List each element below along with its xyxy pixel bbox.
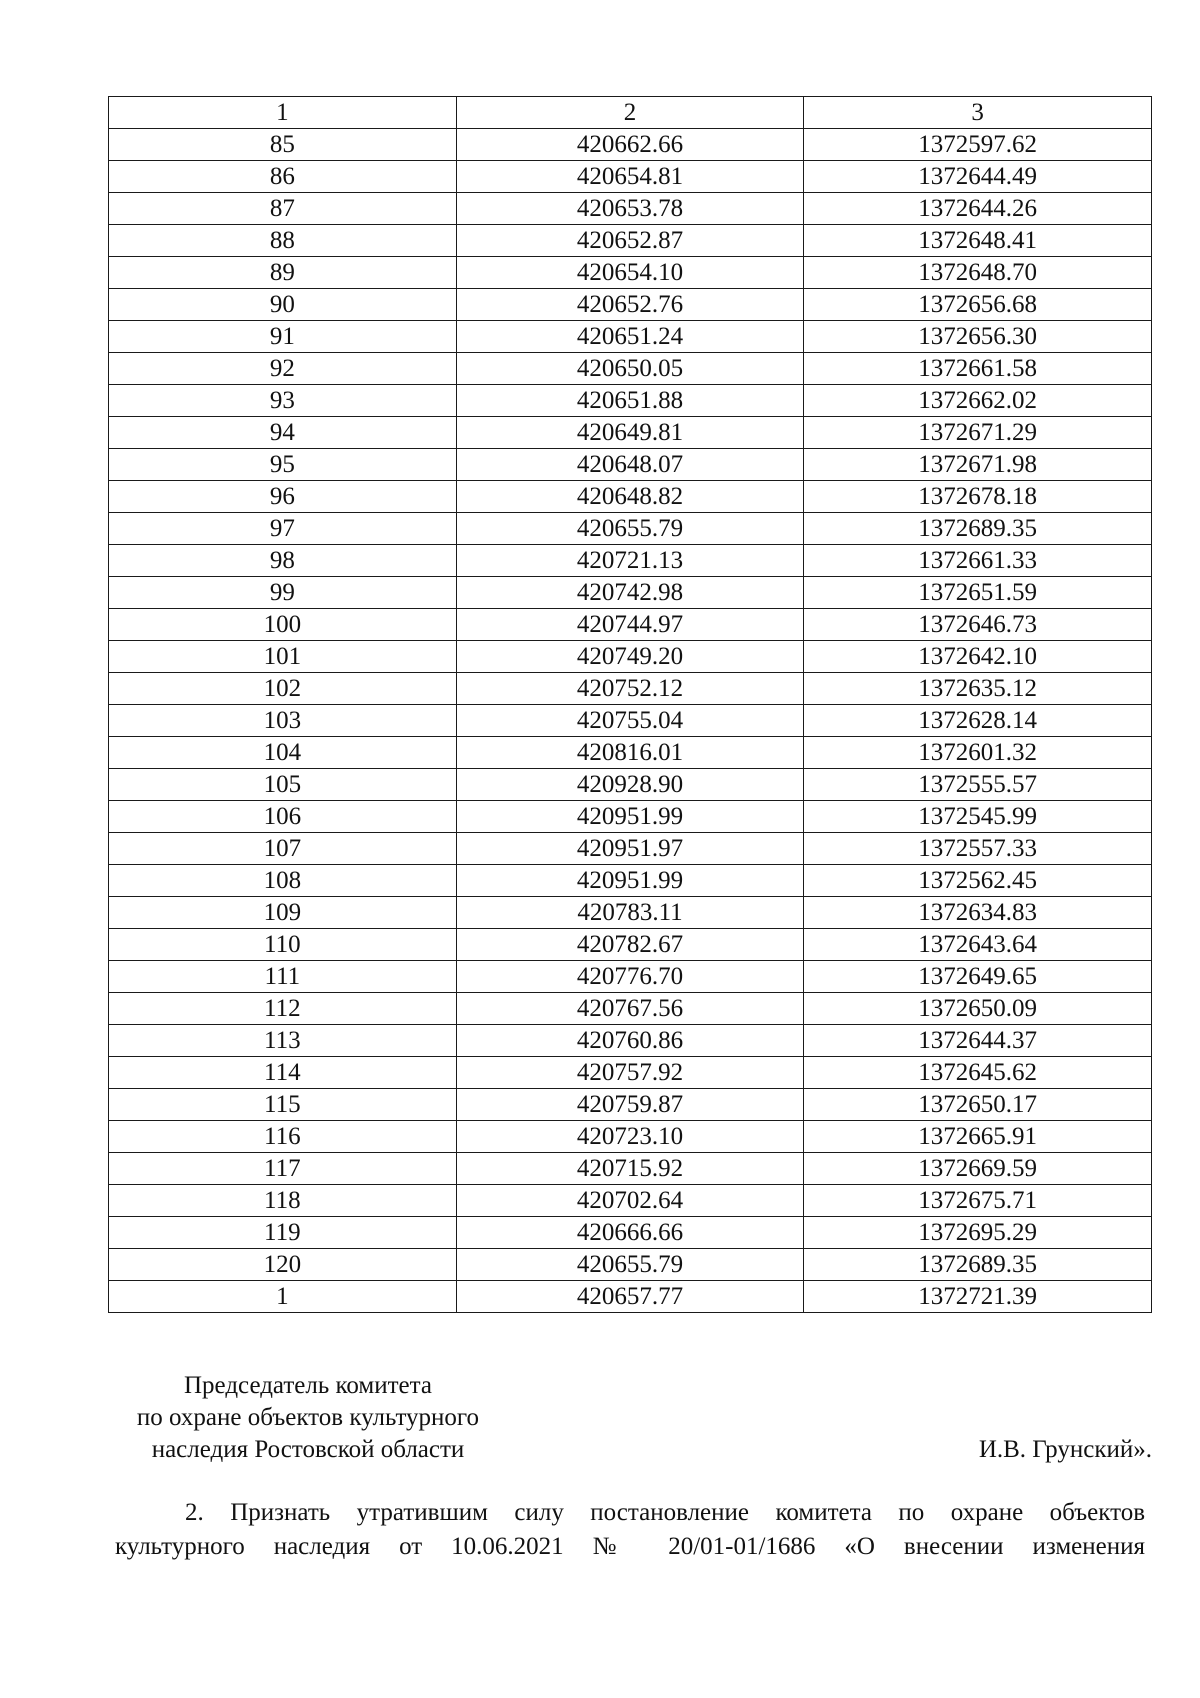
signature-position: [108, 1370, 508, 1466]
cell-x: 420654.10: [456, 257, 804, 289]
cell-x: 420759.87: [456, 1089, 804, 1121]
cell-y: 1372671.29: [804, 417, 1152, 449]
cell-x: 420715.92: [456, 1153, 804, 1185]
cell-x: 420928.90: [456, 769, 804, 801]
table-row: [109, 289, 1152, 321]
cell-y: 1372601.32: [804, 737, 1152, 769]
cell-x: 420782.67: [456, 929, 804, 961]
table-row: [109, 481, 1152, 513]
cell-x: 420702.64: [456, 1185, 804, 1217]
cell-x: 420951.99: [456, 801, 804, 833]
cell-point-number: 1: [109, 1281, 457, 1313]
table-row: [109, 129, 1152, 161]
cell-point-number: 100: [109, 609, 457, 641]
table-row: [109, 1249, 1152, 1281]
cell-point-number: 104: [109, 737, 457, 769]
cell-y: 1372665.91: [804, 1121, 1152, 1153]
cell-x: 420649.81: [456, 417, 804, 449]
header-cell-y: 3: [804, 97, 1152, 129]
table-row: [109, 513, 1152, 545]
table-body: [109, 97, 1152, 1313]
cell-x: 420749.20: [456, 641, 804, 673]
table-row: [109, 737, 1152, 769]
cell-point-number: 91: [109, 321, 457, 353]
cell-y: 1372635.12: [804, 673, 1152, 705]
cell-x: 420723.10: [456, 1121, 804, 1153]
table-row: [109, 385, 1152, 417]
cell-x: 420653.78: [456, 193, 804, 225]
table-row: [109, 833, 1152, 865]
signer-name: И.В. Грунский».: [978, 1436, 1152, 1463]
cell-y: 1372648.41: [804, 225, 1152, 257]
cell-point-number: 96: [109, 481, 457, 513]
position-line: Председатель комитета: [184, 1372, 432, 1399]
cell-y: 1372695.29: [804, 1217, 1152, 1249]
cell-point-number: 88: [109, 225, 457, 257]
cell-point-number: 120: [109, 1249, 457, 1281]
position-line: наследия Ростовской области: [151, 1436, 465, 1463]
table-row: [109, 641, 1152, 673]
cell-point-number: 107: [109, 833, 457, 865]
table-row: [109, 417, 1152, 449]
cell-x: 420657.77: [456, 1281, 804, 1313]
cell-y: 1372671.98: [804, 449, 1152, 481]
cell-y: 1372644.37: [804, 1025, 1152, 1057]
cell-point-number: 97: [109, 513, 457, 545]
cell-y: 1372557.33: [804, 833, 1152, 865]
cell-x: 420951.97: [456, 833, 804, 865]
table-row: [109, 609, 1152, 641]
cell-x: 420816.01: [456, 737, 804, 769]
cell-y: 1372650.09: [804, 993, 1152, 1025]
table-row: [109, 1153, 1152, 1185]
cell-point-number: 112: [109, 993, 457, 1025]
table-row: [109, 769, 1152, 801]
table-header-row: [109, 97, 1152, 129]
cell-y: 1372644.49: [804, 161, 1152, 193]
cell-x: 420662.66: [456, 129, 804, 161]
cell-point-number: 103: [109, 705, 457, 737]
table-row: [109, 1089, 1152, 1121]
table-row: [109, 321, 1152, 353]
cell-y: 1372689.35: [804, 513, 1152, 545]
cell-point-number: 105: [109, 769, 457, 801]
table-row: [109, 897, 1152, 929]
cell-x: 420744.97: [456, 609, 804, 641]
cell-point-number: 101: [109, 641, 457, 673]
table-row: [109, 225, 1152, 257]
cell-y: 1372555.57: [804, 769, 1152, 801]
cell-point-number: 114: [109, 1057, 457, 1089]
cell-point-number: 85: [109, 129, 457, 161]
cell-x: 420755.04: [456, 705, 804, 737]
cell-x: 420757.92: [456, 1057, 804, 1089]
cell-y: 1372597.62: [804, 129, 1152, 161]
cell-x: 420767.56: [456, 993, 804, 1025]
cell-point-number: 99: [109, 577, 457, 609]
cell-point-number: 116: [109, 1121, 457, 1153]
table-row: [109, 801, 1152, 833]
table-row: [109, 993, 1152, 1025]
table-row: [109, 1281, 1152, 1313]
cell-y: 1372634.83: [804, 897, 1152, 929]
cell-x: 420654.81: [456, 161, 804, 193]
position-line: по охране объектов культурного: [136, 1404, 480, 1431]
cell-point-number: 92: [109, 353, 457, 385]
cell-x: 420760.86: [456, 1025, 804, 1057]
cell-y: 1372656.68: [804, 289, 1152, 321]
cell-y: 1372645.62: [804, 1057, 1152, 1089]
cell-x: 420650.05: [456, 353, 804, 385]
cell-point-number: 111: [109, 961, 457, 993]
table-row: [109, 577, 1152, 609]
cell-point-number: 118: [109, 1185, 457, 1217]
cell-y: 1372678.18: [804, 481, 1152, 513]
cell-y: 1372721.39: [804, 1281, 1152, 1313]
cell-y: 1372642.10: [804, 641, 1152, 673]
table-row: [109, 961, 1152, 993]
table-row: [109, 1057, 1152, 1089]
cell-point-number: 102: [109, 673, 457, 705]
coordinates-table: [108, 96, 1152, 1313]
cell-point-number: 109: [109, 897, 457, 929]
cell-x: 420652.76: [456, 289, 804, 321]
cell-y: 1372643.64: [804, 929, 1152, 961]
body-paragraph: [115, 1496, 1145, 1564]
cell-y: 1372689.35: [804, 1249, 1152, 1281]
cell-y: 1372669.59: [804, 1153, 1152, 1185]
table-row: [109, 1025, 1152, 1057]
table-row: [109, 865, 1152, 897]
table-row: [109, 1121, 1152, 1153]
cell-x: 420951.99: [456, 865, 804, 897]
cell-point-number: 115: [109, 1089, 457, 1121]
cell-y: 1372650.17: [804, 1089, 1152, 1121]
cell-x: 420651.24: [456, 321, 804, 353]
table-row: [109, 545, 1152, 577]
cell-x: 420655.79: [456, 513, 804, 545]
cell-y: 1372628.14: [804, 705, 1152, 737]
cell-y: 1372646.73: [804, 609, 1152, 641]
table-row: [109, 1217, 1152, 1249]
cell-x: 420655.79: [456, 1249, 804, 1281]
cell-y: 1372649.65: [804, 961, 1152, 993]
cell-x: 420648.82: [456, 481, 804, 513]
cell-x: 420752.12: [456, 673, 804, 705]
cell-point-number: 106: [109, 801, 457, 833]
cell-x: 420721.13: [456, 545, 804, 577]
table-row: [109, 929, 1152, 961]
table-row: [109, 449, 1152, 481]
table-row: [109, 161, 1152, 193]
cell-y: 1372651.59: [804, 577, 1152, 609]
cell-y: 1372662.02: [804, 385, 1152, 417]
header-cell-x: 2: [456, 97, 804, 129]
cell-y: 1372562.45: [804, 865, 1152, 897]
table-row: [109, 673, 1152, 705]
cell-x: 420783.11: [456, 897, 804, 929]
paragraph-line: культурного наследия от 10.06.2021 № 20/01-01/1686 «О внесении изменения: [115, 1533, 1145, 1560]
cell-point-number: 110: [109, 929, 457, 961]
cell-x: 420666.66: [456, 1217, 804, 1249]
cell-point-number: 87: [109, 193, 457, 225]
cell-point-number: 117: [109, 1153, 457, 1185]
cell-y: 1372545.99: [804, 801, 1152, 833]
cell-y: 1372656.30: [804, 321, 1152, 353]
cell-y: 1372644.26: [804, 193, 1152, 225]
cell-x: 420652.87: [456, 225, 804, 257]
cell-x: 420651.88: [456, 385, 804, 417]
cell-point-number: 119: [109, 1217, 457, 1249]
cell-y: 1372661.33: [804, 545, 1152, 577]
table-row: [109, 193, 1152, 225]
table-row: [109, 353, 1152, 385]
table-row: [109, 705, 1152, 737]
table-row: [109, 1185, 1152, 1217]
cell-point-number: 95: [109, 449, 457, 481]
cell-y: 1372675.71: [804, 1185, 1152, 1217]
cell-y: 1372661.58: [804, 353, 1152, 385]
cell-point-number: 93: [109, 385, 457, 417]
cell-y: 1372648.70: [804, 257, 1152, 289]
header-cell-point-number: 1: [109, 97, 457, 129]
cell-point-number: 108: [109, 865, 457, 897]
cell-point-number: 90: [109, 289, 457, 321]
cell-point-number: 94: [109, 417, 457, 449]
cell-point-number: 89: [109, 257, 457, 289]
cell-x: 420742.98: [456, 577, 804, 609]
cell-point-number: 113: [109, 1025, 457, 1057]
table-row: [109, 257, 1152, 289]
cell-x: 420776.70: [456, 961, 804, 993]
cell-x: 420648.07: [456, 449, 804, 481]
paragraph-line: 2. Признать утратившим силу постановление комитета по охране объектов: [185, 1499, 1145, 1526]
cell-point-number: 86: [109, 161, 457, 193]
cell-point-number: 98: [109, 545, 457, 577]
